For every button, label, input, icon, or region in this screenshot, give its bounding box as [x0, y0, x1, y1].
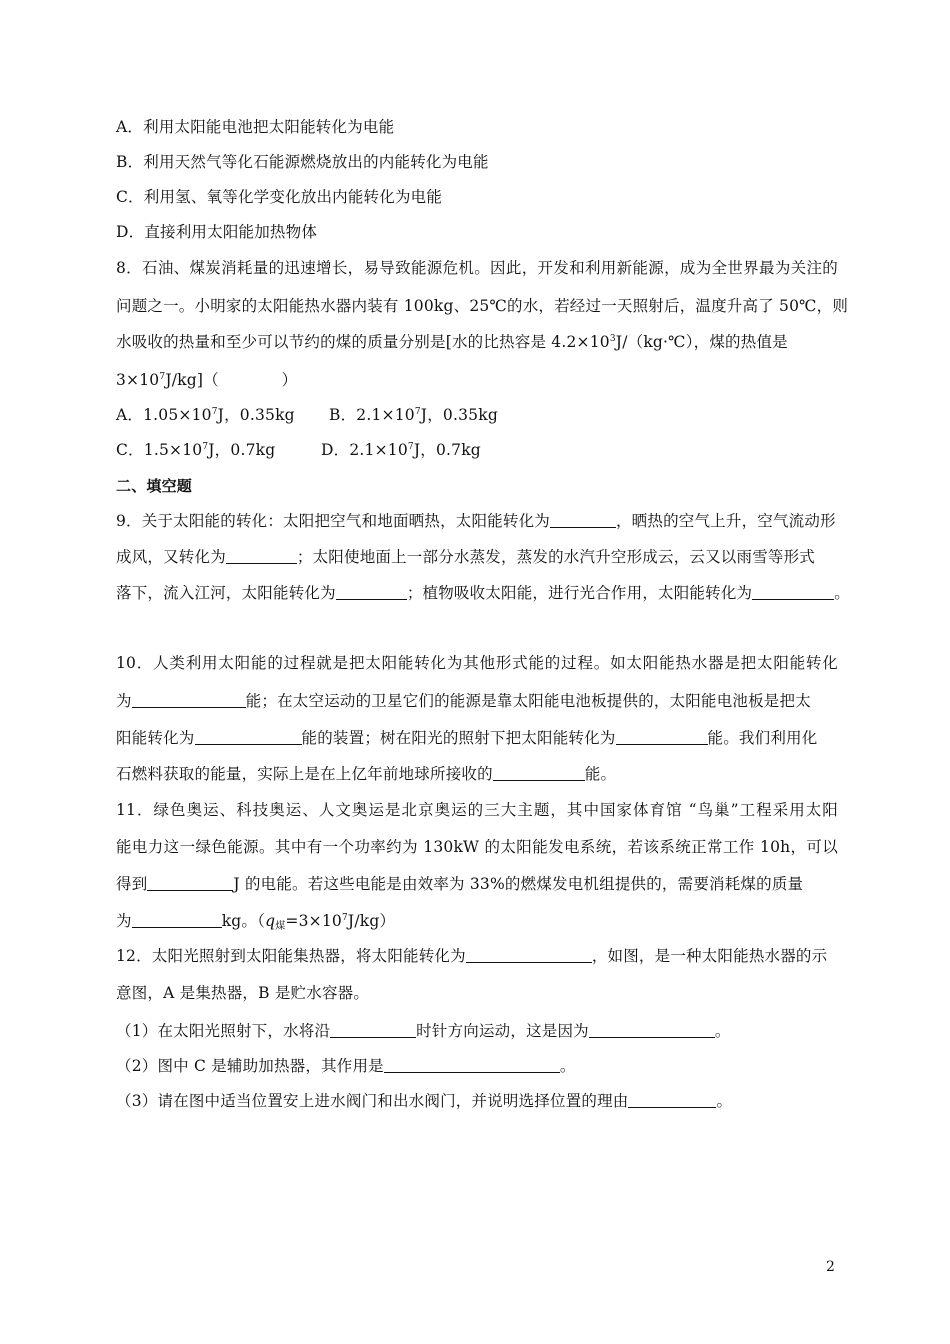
q10-blank-2[interactable]	[195, 728, 302, 745]
page-number: 2	[826, 1259, 835, 1275]
q8-options-row-2	[116, 440, 481, 460]
q8-line-3-pre: 水吸收的热量和至少可以节约的煤的质量分别是[水的比热容是 4.2×10	[116, 333, 610, 351]
q12-line-1-a: 12．太阳光照射到太阳能集热器，将太阳能转化为	[116, 947, 466, 965]
q10-blank-1[interactable]	[132, 691, 246, 708]
q9-blank-4[interactable]	[752, 583, 834, 600]
q8-line-4-pre: 3×10	[116, 371, 160, 389]
q8-option-c-pre: C．1.5×10	[116, 441, 203, 459]
q9-line-1	[116, 511, 836, 531]
q11-q-symbol: q	[265, 912, 276, 930]
q8-option-b-exp: 7	[414, 407, 421, 417]
q8-option-b-pre: B．2.1×10	[329, 406, 415, 424]
q9-line-3-b: ；植物吸收太阳能，进行光合作用，太阳能转化为	[406, 584, 753, 602]
q10-line-1: 10．人类利用太阳能的过程就是把太阳能转化为其他形式能的过程。如太阳能热水器是把太阳能转化	[116, 654, 838, 672]
q11-line-3-a: 得到	[116, 875, 148, 893]
q8-option-d	[321, 440, 481, 460]
q11-line-4-a: 为	[116, 912, 132, 930]
q12-line-1-b: ，如图，是一种太阳能热水器的示	[591, 947, 828, 965]
q12-sub-2	[116, 1056, 576, 1076]
q11-line-3	[116, 874, 803, 894]
q8-option-a-exp: 7	[211, 407, 218, 417]
q12-sub-1-b: 时针方向运动，这是因为	[416, 1022, 589, 1040]
q7-option-a: A．利用太阳能电池把太阳能转化为电能	[116, 118, 395, 136]
q8-option-a	[116, 405, 329, 425]
q10-line-3-a: 阳能转化为	[116, 729, 195, 747]
q8-option-c-exp: 7	[202, 442, 209, 452]
q11-line-1: 11．绿色奥运、科技奥运、人文奥运是北京奥运的三大主题，其中国家体育馆 “鸟巢”工程采用太阳	[116, 801, 838, 819]
q11-line-4-d: J/kg）	[347, 912, 396, 930]
q8-option-a-pre: A．1.05×10	[116, 406, 212, 424]
q10-line-2-b: 能；在太空运动的卫星它们的能源是靠太阳能电池板提供的，太阳能电池板是把太	[245, 692, 811, 710]
q11-line-3-b: J 的电能。若这些电能是由效率为 33%的燃煤发电机组提供的，需要消耗煤的质量	[233, 875, 804, 893]
q10-line-4-a: 石燃料获取的能量，实际上是在上亿年前地球所接收的	[116, 765, 493, 783]
q8-option-c-post: J，0.7kg	[208, 441, 276, 459]
q9-line-1-b: ，晒热的空气上升，空气流动形	[615, 512, 836, 530]
q9-blank-3[interactable]	[336, 583, 407, 600]
q8-option-d-exp: 7	[407, 442, 414, 452]
q9-line-3-a: 落下，流入江河，太阳能转化为	[116, 584, 336, 602]
q10-blank-4[interactable]	[493, 764, 585, 781]
q8-options-row-1	[116, 405, 498, 425]
q8-line-4	[116, 370, 297, 390]
q8-line-4-post: J/kg]（ ）	[165, 371, 298, 389]
q8-option-b	[329, 405, 498, 425]
q9-line-2	[116, 547, 815, 567]
q12-blank-4[interactable]	[384, 1056, 560, 1073]
q11-line-4-c: =3×10	[285, 912, 342, 930]
q9-line-3	[116, 583, 850, 603]
q12-blank-2[interactable]	[330, 1021, 416, 1038]
q12-sub-1-c: 。	[714, 1022, 731, 1040]
q12-sub-3	[116, 1091, 732, 1111]
q11-blank-1[interactable]	[147, 874, 233, 891]
q7-option-b: B．利用天然气等化石能源燃烧放出的内能转化为电能	[116, 153, 489, 171]
q8-line-1: 8．石油、煤炭消耗量的迅速增长，易导致能源危机。因此，开发和利用新能源，成为全世界最为关注的	[116, 259, 838, 277]
q9-blank-2[interactable]	[226, 547, 297, 564]
q8-line-4-exp: 7	[159, 372, 166, 382]
q11-line-2: 能电力这一绿色能源。其中有一个功率约为 130kW 的太阳能发电系统，若该系统正常工作 10h，可以	[116, 838, 838, 856]
q11-line-4-b: kg。（	[221, 912, 266, 930]
q8-option-c	[116, 440, 321, 460]
q11-line-4	[116, 911, 395, 937]
q12-sub-1-a: （1）在太阳光照射下，水将沿	[116, 1022, 331, 1040]
q10-line-2-a: 为	[116, 692, 132, 710]
q11-line-4-exp: 7	[341, 913, 348, 923]
q8-option-a-post: J，0.35kg	[217, 406, 295, 424]
q10-line-3-c: 能。我们利用化	[707, 729, 818, 747]
q12-sub-2-b: 。	[559, 1057, 576, 1075]
q12-sub-2-a: （2）图中 C 是辅助加热器，其作用是	[116, 1057, 384, 1075]
q8-option-d-post: J，0.7kg	[413, 441, 481, 459]
q7-option-d: D．直接利用太阳能加热物体	[116, 223, 318, 241]
q9-line-2-a: 成风，又转化为	[116, 548, 226, 566]
q8-line-2: 问题之一。小明家的太阳能热水器内装有 100kg、25℃的水，若经过一天照射后，温度升高了 50℃，则	[116, 297, 849, 315]
q10-line-3-b: 能的装置；树在阳光的照射下把太阳能转化为	[301, 729, 616, 747]
q11-q-subscript: 煤	[275, 921, 286, 932]
q9-line-1-a: 9．关于太阳能的转化：太阳把空气和地面晒热，太阳能转化为	[116, 512, 550, 530]
q9-blank-1[interactable]	[550, 511, 616, 528]
q12-blank-1[interactable]	[466, 946, 592, 963]
section-2-title: 二、填空题	[116, 477, 193, 495]
q12-line-1	[116, 946, 827, 966]
q8-line-3	[116, 332, 788, 352]
q8-option-d-pre: D．2.1×10	[321, 441, 408, 459]
q9-line-3-c: 。	[834, 584, 850, 602]
q8-option-b-post: J，0.35kg	[420, 406, 498, 424]
q10-blank-3[interactable]	[616, 728, 708, 745]
q12-sub-1	[116, 1021, 731, 1041]
q11-blank-2[interactable]	[132, 911, 222, 928]
q12-blank-3[interactable]	[589, 1021, 715, 1038]
q10-line-4-b: 能。	[584, 765, 617, 783]
q12-sub-3-a: （3）请在图中适当位置安上进水阀门和出水阀门，并说明选择位置的理由	[116, 1092, 629, 1110]
q8-line-3-post: J/（kg·℃），煤的热值是	[615, 333, 788, 351]
q9-line-2-b: ；太阳使地面上一部分水蒸发，蒸发的水汽升空形成云，云又以雨雪等形式	[296, 548, 816, 566]
q12-sub-3-b: 。	[716, 1092, 733, 1110]
q12-line-2: 意图，A 是集热器，B 是贮水容器。	[116, 984, 370, 1002]
q12-blank-5[interactable]	[628, 1091, 716, 1108]
q8-line-3-exp: 3	[609, 334, 616, 344]
q10-line-3	[116, 728, 817, 748]
q10-line-2	[116, 691, 811, 711]
q7-option-c: C．利用氢、氧等化学变化放出内能转化为电能	[116, 188, 443, 206]
q10-line-4	[116, 764, 616, 784]
